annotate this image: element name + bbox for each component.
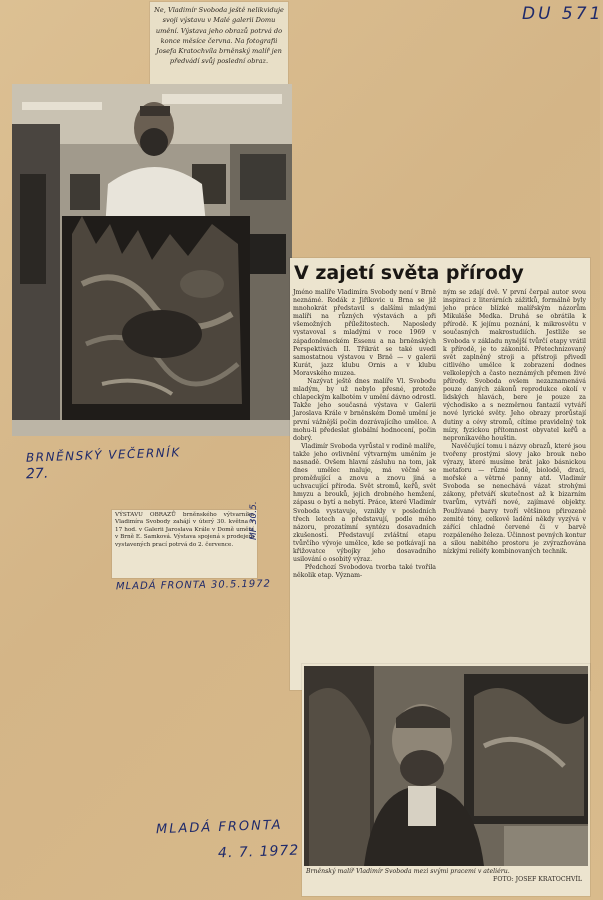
photo-credit: FOTO: JOSEF KRATOCHVÍL xyxy=(493,876,582,883)
photo-caption xyxy=(306,868,586,884)
notice-text: VÝSTAVU OBRAZŮ brněnského výtvarníka Vladimíra Svobody zahájí v úterý 30. května v 17 hod. v Galerii Jaroslava Krále v Domě umění v Brně E. Samková. Výstava spojená s prodejem vystavených prací potrvá do 2. července. xyxy=(115,512,254,548)
exhibition-notice-clipping xyxy=(112,510,257,578)
caption-clipping xyxy=(150,2,288,86)
handwritten-source-1: BRNĚNSKÝ VEČERNÍK xyxy=(25,445,181,465)
article-column-1: Jméno malíře Vladimíra Svobody není v Brně neznámé. Rodák z Jiříkovic u Brna se již mnohokrát představil s dalšími mladými malíři na různých výstavách a při všemožných příležitostech. Naposledy vystavoval s mladými v roce 1969 v západoněmeckém Essenu a na brněnských Perspektivách II. Třikrát se také uvedl samostatnou výstavou v Brně — v galerii Kurát, jazz klubu Ornis a v klubu Moravského muzea. Nazývat ještě dnes malíře Vl. Svobodu mladým, by už nebylo přesné, protože chlapeckým kalbotém v umění dávno odrostl. Takže jeho současná výstava v Galerii Jaroslava Krále v brněnském Domě umění je první vážnější počin dozrávajícího umělce. A mohu-li předeslat globální hodnocení, počin dobrý. Vladimír Svoboda vyrůstal v rodině malíře, takže jeho ovlivnění výtvarným uměním je nasnadě. Ovšem hlavní zásluhu na tom, jak dnes umělec maluje, má věčně se proměňující a znovu a znovu jiná a uchvacující příroda. Svět stromů, keřů, svět hmyzu a brouků, jejich drobného hemžení, zápasu o bytí a nebytí. Práce, které Vladimír Svoboda vystavuje, vznikly v posledních třech letech a představují, podle mého názoru, prozatímní syntézu dosavadních zkušeností. Představují zvláštní etapu tvůrčího vývoje umělce, kde se potkávají na křižovatce výbojky jeho dosavadního usilování o osobitý výraz. Předchozí Svobodova tvorba také tvořila několik etap. Význam- xyxy=(293,289,437,580)
painter-photo-top xyxy=(12,84,292,436)
photo-clipping-bottom xyxy=(302,664,590,896)
notice-stamp: MF 30.5. xyxy=(249,501,259,540)
archive-code: DU 571 xyxy=(522,4,603,24)
article-column-2: ným se zdají dvě. V první čerpal autor svou inspiraci z literárních zážitků, formálně byly jeho práce blízké malířským názorům Mikuláše Medka. Druhá se obrátila k přírodě. K jejímu poznání, k mikrosvětu v současných makrostudiích. Jestliže se Svoboda v základu nynější tvůrčí etapy vrátil k přírodě, je to zákonité. Přetechnizovaný svět zaplněný stroji a přístroji přivedl citlivého umělce k zobrazení dodnes velkolepých a často neznámých přemen živé přírody. Svoboda ovšem nezaznamenává pouze daných zákonů reprodukce okolí v lidských hlavách, bere je pouze za východisko a s nezměrnou fantazií vytváří nové lyrické světy. Jeho obrazy prorůstají dutiny a cévy stromů, cítíme pravidelný tok mízy, fyzickou přítomnost obyvatel keřů a nepronikavého houštin. Navěčující tomu i názvy obrazů, které jsou tvořeny prostými slovy jako brouk nebo výrazy, které musíme brát jako básnickou metaforu — různé lodě, biolodě, draci, mořské a větrné panny atd. Vladimír Svoboda se nenechává vázat strohými zákony, přetváří skutečnost až k bizarním tvarům, vytváří nové, zajímavé objekty. Používané barvy tvoří většinou přirozeně zemité tóny, celkově ladění někdy vyzývá v zářící chladné červené či v barvě rozpáleného železa. Účinnost pevných kontur a silou nabitého prostoru je zvýrazňována nízkými reliéfy kombinovaných technik. xyxy=(443,289,587,555)
handwritten-date-1: 27. xyxy=(25,465,49,483)
article-title: V zajetí světa přírody xyxy=(294,262,524,284)
handwritten-date-3: 4. 7. 1972 xyxy=(217,842,300,862)
article-clipping xyxy=(290,258,590,690)
painter-portrait-bottom xyxy=(304,666,588,866)
photo-caption-text: Brněnský malíř Vladimír Svoboda mezi svými pracemi v ateliéru. xyxy=(306,868,510,875)
handwritten-source-2: MLADÁ FRONTA 30.5.1972 xyxy=(115,578,272,593)
handwritten-source-3: MLADÁ FRONTA xyxy=(155,817,283,838)
caption-text: Ne, Vladimír Svoboda ještě nelikviduje svoji výstavu v Malé galerii Domu umění. Výstava jeho obrazů potrvá do konce měsíce června. Na fotografii Josefa Kratochvíla brněnský malíř jen předvádí svůj poslední obraz. xyxy=(154,6,284,66)
